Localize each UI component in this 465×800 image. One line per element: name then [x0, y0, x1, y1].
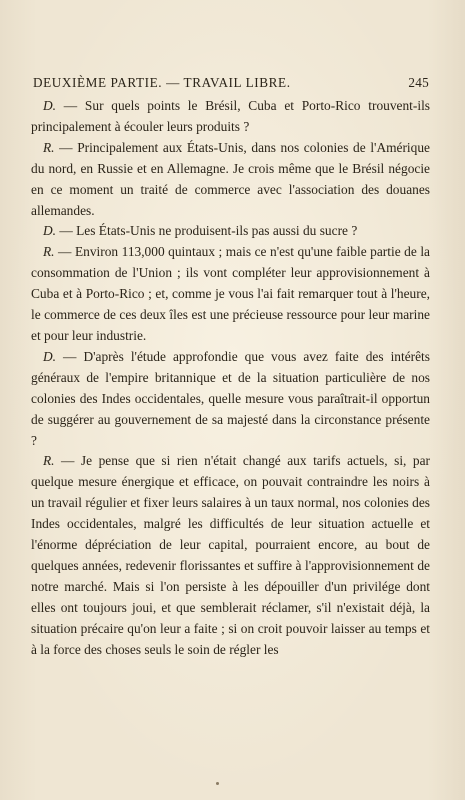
paragraph-text: — Les États-Unis ne produisent-ils pas aussi du sucre ? [56, 223, 358, 239]
speaker-label: R. [43, 453, 55, 469]
speaker-label: R. [43, 244, 55, 260]
dialogue-paragraph [31, 96, 430, 138]
paragraph-text: — Je pense que si rien n'était changé aux tarifs actuels, si, par quelque mesure énergique et efficace, on pouvait contraindre les noirs à un travail régulier et fixer leurs salaires à un taux normal, nos colonies des Indes occidentales, malgré les difficultés de leur situation actuelle et l'énorme dépréciation de leur capital, pourraient encore, au bout de quelques années, redevenir florissantes et suffire à l'approvisionnement de notre marché. Mais si l'on persiste à les dépouiller d'un privilége dont elles ont toujours joui, et que semblerait réclamer, s'il n'existait déjà, la situation précaire qu'on leur a faite ; si on croit pouvoir laisser au temps et à la force des choses seuls le soin de régler les [31, 453, 430, 657]
speaker-label: D. [43, 223, 57, 239]
body-text [31, 96, 430, 660]
dialogue-paragraph [31, 347, 430, 452]
paragraph-text: — D'après l'étude approfondie que vous avez faite des intérêts généraux de l'empire britannique et de la situation particulière de nos colonies des Indes occidentales, quelle mesure vous paraîtrait-il opportun de suggérer au gouvernement de sa majesté dans la circonstance présente ? [31, 348, 430, 448]
paragraph-text: — Sur quels points le Brésil, Cuba et Porto-Rico trouvent-ils principalement à écouler leurs produits ? [31, 98, 430, 134]
speaker-label: R. [43, 139, 55, 155]
speaker-label: D. [43, 348, 57, 364]
paragraph-text: — Principalement aux États-Unis, dans nos colonies de l'Amérique du nord, en Russie et en Allemagne. Je crois même que le Brésil négocie en ce moment un traité de commerce avec l'association des douanes allemandes. [31, 139, 430, 218]
dialogue-paragraph [31, 451, 430, 660]
dialogue-paragraph [31, 138, 430, 222]
paragraph-text: — Environ 113,000 quintaux ; mais ce n'est qu'une faible partie de la consommation de l'Union ; ils vont compléter leur approvisionnement à Cuba et à Porto-Rico ; et, comme je vous l'ai fait remarquer tout à l'heure, le commerce de ces deux îles est une précieuse ressource pour leur marine et pour leur industrie. [31, 244, 430, 343]
speaker-label: D. [43, 98, 57, 113]
page-number: 245 [408, 75, 429, 90]
running-title: DEUXIÈME PARTIE. — TRAVAIL LIBRE. [33, 75, 291, 90]
dialogue-paragraph [31, 242, 430, 347]
dialogue-paragraph [31, 221, 430, 242]
page-header [33, 75, 429, 93]
printer-mark [216, 782, 219, 785]
